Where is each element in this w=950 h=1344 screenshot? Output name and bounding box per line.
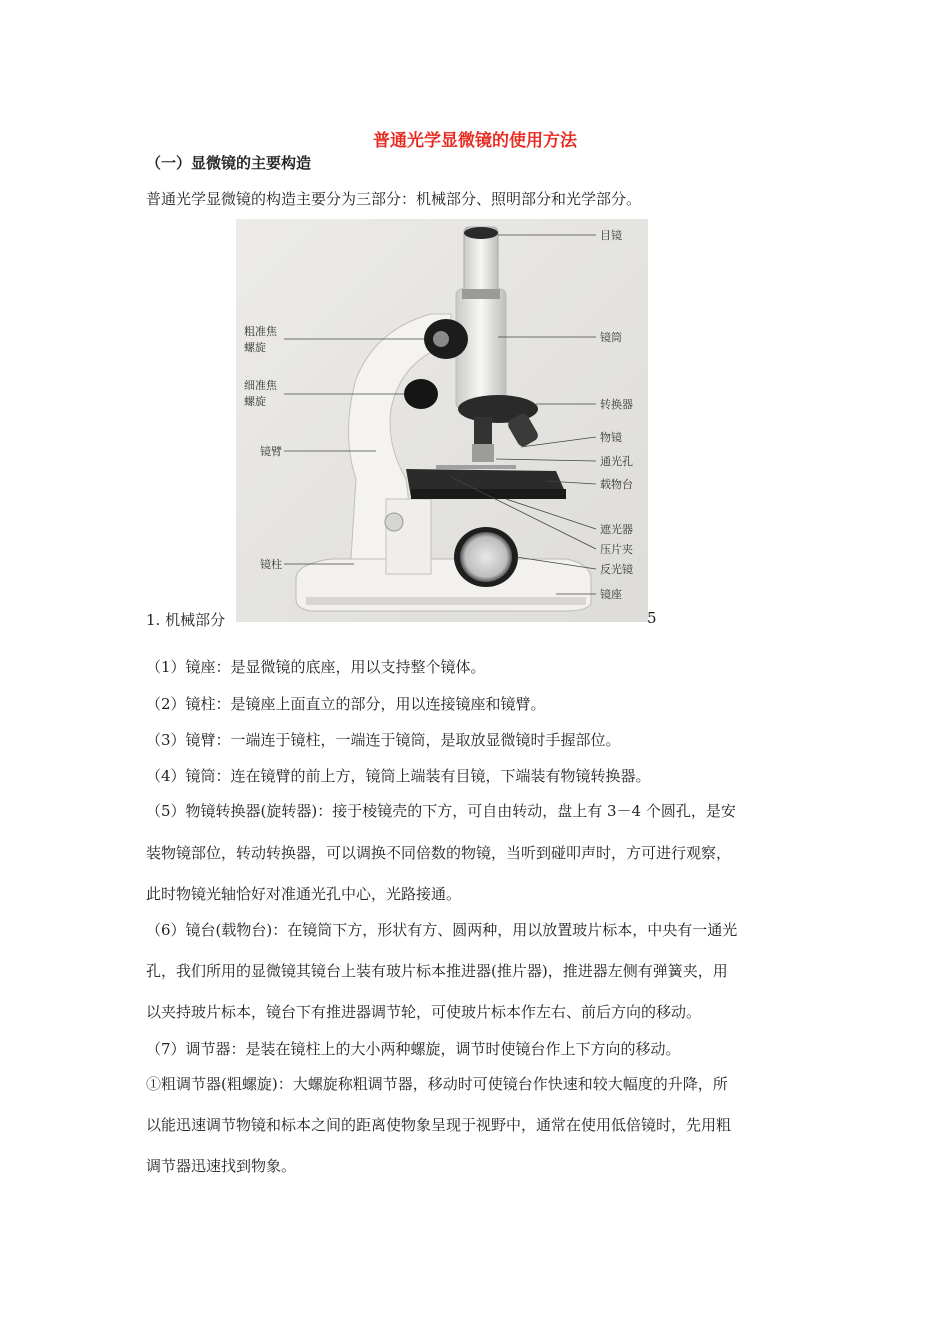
- label-aperture: 通光孔: [600, 455, 633, 468]
- label-mirror: 反光镜: [600, 563, 633, 576]
- label-coarse-line1: 粗准焦: [244, 325, 277, 338]
- paragraph-arm: （3）镜臂：一端连于镜柱，一端连于镜筒，是取放显微镜时手握部位。: [146, 731, 621, 749]
- figure-caption-right: 5: [647, 609, 657, 627]
- label-diaphragm: 遮光器: [600, 523, 633, 536]
- figure-caption-left: 1. 机械部分: [146, 611, 226, 629]
- microscope-figure: [236, 219, 648, 622]
- label-clip: 压片夹: [600, 543, 633, 556]
- paragraph-nosepiece-line3: 此时物镜光轴恰好对准通光孔中心，光路接通。: [146, 885, 462, 903]
- label-fine-line2: 螺旋: [244, 395, 266, 408]
- microscope-illustration: [236, 219, 648, 622]
- paragraph-stage-line3: 以夹持玻片标本，镜台下有推进器调节轮，可使玻片标本作左右、前后方向的移动。: [146, 1003, 702, 1021]
- paragraph-coarse-line3: 调节器迅速找到物象。: [146, 1157, 297, 1175]
- paragraph-tube: （4）镜筒：连在镜臂的前上方，镜筒上端装有目镜，下端装有物镜转换器。: [146, 767, 651, 785]
- paragraph-coarse-line1: ①粗调节器(粗螺旋)：大螺旋称粗调节器，移动时可使镜台作快速和较大幅度的升降，所: [146, 1075, 728, 1093]
- label-nosepiece: 转换器: [600, 398, 633, 411]
- document-title: 普通光学显微镜的使用方法: [373, 131, 577, 151]
- paragraph-stage-line1: （6）镜台(载物台)：在镜筒下方，形状有方、圆两种，用以放置玻片标本，中央有一通光: [146, 921, 738, 939]
- paragraph-base: （1）镜座：是显微镜的底座，用以支持整个镜体。: [146, 658, 486, 676]
- label-coarse-line2: 螺旋: [244, 341, 266, 354]
- label-objective: 物镜: [600, 431, 622, 444]
- label-eyepiece: 目镜: [600, 229, 622, 242]
- label-tube: 镜筒: [600, 331, 622, 344]
- label-fine-line1: 细准焦: [244, 379, 277, 392]
- paragraph-nosepiece-line1: （5）物镜转换器(旋转器)：接于棱镜壳的下方，可自由转动，盘上有 3－4 个圆孔，是安: [146, 802, 736, 820]
- intro-paragraph: 普通光学显微镜的构造主要分为三部分：机械部分、照明部分和光学部分。: [146, 190, 642, 208]
- paragraph-adjuster: （7）调节器：是装在镜柱上的大小两种螺旋，调节时使镜台作上下方向的移动。: [146, 1040, 681, 1058]
- paragraph-coarse-line2: 以能迅速调节物镜和标本之间的距离使物象呈现于视野中，通常在使用低倍镜时，先用粗: [146, 1116, 732, 1134]
- label-stage: 载物台: [600, 478, 633, 491]
- label-pillar: 镜柱: [260, 558, 282, 571]
- label-arm: 镜臂: [260, 445, 282, 458]
- paragraph-nosepiece-line2: 装物镜部位，转动转换器，可以调换不同倍数的物镜，当听到碰叩声时，方可进行观察，: [146, 844, 732, 862]
- paragraph-pillar: （2）镜柱：是镜座上面直立的部分，用以连接镜座和镜臂。: [146, 695, 546, 713]
- section-heading: （一）显微镜的主要构造: [146, 154, 312, 172]
- paragraph-stage-line2: 孔，我们所用的显微镜其镜台上装有玻片标本推进器(推片器)，推进器左侧有弹簧夹，用: [146, 962, 728, 980]
- label-base: 镜座: [600, 588, 622, 601]
